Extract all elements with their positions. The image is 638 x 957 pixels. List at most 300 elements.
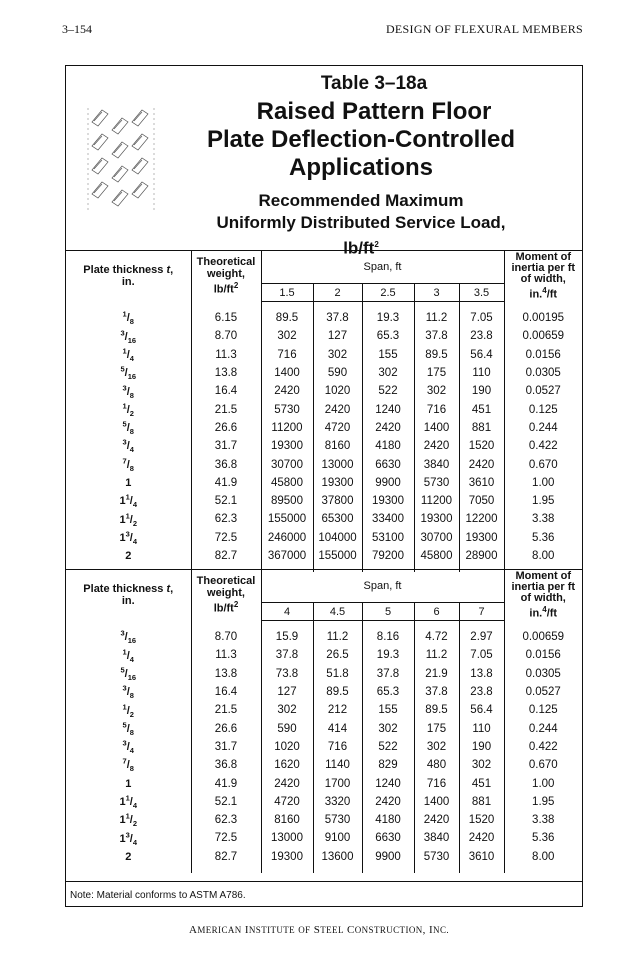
thickness-numerator: 1 bbox=[122, 647, 127, 657]
page-number: 3–154 bbox=[62, 22, 92, 36]
thickness-whole: 1 bbox=[119, 495, 126, 508]
thickness-value: $^5/_{16}$ bbox=[120, 364, 137, 382]
thickness-numerator: 3 bbox=[125, 529, 130, 539]
load-cell: 26.5 bbox=[313, 646, 362, 664]
load-cell: 3320 bbox=[313, 793, 362, 811]
table-row bbox=[66, 756, 582, 774]
table-row bbox=[66, 665, 582, 683]
plate-thickness-cell bbox=[66, 829, 191, 847]
plate-thickness-cell bbox=[66, 382, 191, 400]
thickness-numerator: 1 bbox=[122, 309, 127, 319]
span-column-header: 1.5 bbox=[261, 284, 313, 302]
plate-thickness-cell bbox=[66, 529, 191, 547]
inertia-cell: 1.00 bbox=[532, 777, 555, 790]
thickness-numerator: 1 bbox=[125, 510, 130, 520]
span-column-header: 7 bbox=[459, 603, 504, 621]
thickness-denominator: 2 bbox=[132, 518, 138, 528]
span-column-header: 3 bbox=[414, 284, 459, 302]
load-cell: 480 bbox=[414, 756, 459, 774]
weight-cell: 62.3 bbox=[191, 510, 261, 528]
load-cell: 79200 bbox=[362, 547, 414, 565]
load-table-long-spans bbox=[66, 569, 582, 873]
thickness-denominator: 8 bbox=[129, 463, 134, 473]
plate-thickness-cell bbox=[66, 811, 191, 829]
table-title-line-2: Plate Deflection-Controlled bbox=[206, 126, 516, 153]
load-cell: 2420 bbox=[362, 419, 414, 437]
load-cell: 8.16 bbox=[362, 628, 414, 646]
table-row bbox=[66, 529, 582, 547]
load-cell: 56.4 bbox=[459, 346, 504, 364]
header-span: Span, ft bbox=[261, 570, 504, 603]
table-row bbox=[66, 364, 582, 382]
load-cell: 6630 bbox=[362, 829, 414, 847]
inertia-cell: 0.00659 bbox=[522, 631, 565, 644]
load-cell: 33400 bbox=[362, 510, 414, 528]
weight-cell: 6.15 bbox=[191, 309, 261, 327]
plate-thickness-cell bbox=[66, 547, 191, 565]
load-cell: 37.8 bbox=[414, 683, 459, 701]
load-cell: 30700 bbox=[261, 455, 313, 473]
load-cell: 302 bbox=[261, 327, 313, 345]
plate-thickness-cell bbox=[66, 419, 191, 437]
plate-thickness-cell bbox=[66, 492, 191, 510]
thickness-denominator: 8 bbox=[129, 764, 134, 774]
thickness-numerator: 5 bbox=[122, 720, 127, 730]
load-cell: 8160 bbox=[261, 811, 313, 829]
load-cell: 1400 bbox=[261, 364, 313, 382]
thickness-whole: 1 bbox=[119, 513, 126, 526]
inertia-cell: 1.95 bbox=[532, 495, 555, 508]
load-cell: 6630 bbox=[362, 455, 414, 473]
load-cell: 590 bbox=[261, 719, 313, 737]
subtitle-unit-exponent: 2 bbox=[374, 240, 379, 249]
load-cell: 881 bbox=[459, 419, 504, 437]
thickness-numerator: 3 bbox=[125, 829, 130, 839]
load-cell: 155 bbox=[362, 346, 414, 364]
load-cell: 881 bbox=[459, 793, 504, 811]
load-cell: 89.5 bbox=[313, 683, 362, 701]
load-cell: 3840 bbox=[414, 455, 459, 473]
load-cell: 1020 bbox=[261, 738, 313, 756]
thickness-numerator: 5 bbox=[120, 665, 125, 675]
plate-thickness-cell bbox=[66, 665, 191, 683]
load-cell: 37800 bbox=[313, 492, 362, 510]
load-cell: 13.8 bbox=[459, 665, 504, 683]
thickness-denominator: 8 bbox=[129, 427, 134, 437]
load-cell: 51.8 bbox=[313, 665, 362, 683]
plate-thickness-cell bbox=[66, 309, 191, 327]
load-cell: 7.05 bbox=[459, 646, 504, 664]
span-column-header: 6 bbox=[414, 603, 459, 621]
table-row bbox=[66, 738, 582, 756]
inertia-cell: 0.0305 bbox=[525, 367, 561, 380]
table-number: Table 3–18a bbox=[320, 73, 428, 94]
thickness-denominator: 8 bbox=[129, 317, 134, 327]
load-cell: 3610 bbox=[459, 848, 504, 866]
load-cell: 65.3 bbox=[362, 683, 414, 701]
load-cell: 451 bbox=[459, 400, 504, 418]
load-cell: 302 bbox=[414, 738, 459, 756]
thickness-whole: 2 bbox=[125, 850, 132, 863]
plate-thickness-cell bbox=[66, 756, 191, 774]
load-cell: 829 bbox=[362, 756, 414, 774]
thickness-numerator: 1 bbox=[122, 346, 127, 356]
load-cell: 37.8 bbox=[261, 646, 313, 664]
inertia-cell: 0.125 bbox=[528, 704, 558, 717]
thickness-value: $^3/_8$ bbox=[122, 683, 134, 701]
load-cell: 175 bbox=[414, 364, 459, 382]
inertia-cell: 1.00 bbox=[532, 476, 555, 489]
load-cell: 716 bbox=[261, 346, 313, 364]
inertia-cell: 8.00 bbox=[532, 550, 555, 562]
thickness-value: $1^1/_4$ bbox=[119, 793, 138, 811]
thickness-denominator: 2 bbox=[129, 709, 134, 719]
weight-cell: 31.7 bbox=[191, 738, 261, 756]
load-cell: 2420 bbox=[313, 400, 362, 418]
table-row bbox=[66, 829, 582, 847]
load-cell: 127 bbox=[313, 327, 362, 345]
load-cell: 2420 bbox=[362, 793, 414, 811]
load-cell: 65.3 bbox=[362, 327, 414, 345]
load-cell: 45800 bbox=[414, 547, 459, 565]
thickness-value: $^1/_4$ bbox=[122, 346, 134, 364]
load-cell: 190 bbox=[459, 382, 504, 400]
table-row bbox=[66, 455, 582, 473]
thickness-denominator: 16 bbox=[127, 673, 137, 683]
load-cell: 3610 bbox=[459, 474, 504, 492]
load-cell: 127 bbox=[261, 683, 313, 701]
table-row bbox=[66, 400, 582, 418]
thickness-denominator: 4 bbox=[132, 537, 138, 547]
weight-cell: 8.70 bbox=[191, 628, 261, 646]
load-cell: 590 bbox=[313, 364, 362, 382]
load-cell: 302 bbox=[362, 364, 414, 382]
load-cell: 414 bbox=[313, 719, 362, 737]
load-cell: 2420 bbox=[261, 774, 313, 792]
table-row bbox=[66, 793, 582, 811]
plate-thickness-cell bbox=[66, 437, 191, 455]
load-cell: 302 bbox=[261, 701, 313, 719]
table-subtitle-line-2: Uniformly Distributed Service Load, bbox=[216, 213, 506, 232]
table-row bbox=[66, 419, 582, 437]
thickness-numerator: 3 bbox=[122, 738, 127, 748]
load-cell: 5730 bbox=[313, 811, 362, 829]
load-cell: 3840 bbox=[414, 829, 459, 847]
load-cell: 19300 bbox=[261, 437, 313, 455]
table-row bbox=[66, 811, 582, 829]
load-cell: 522 bbox=[362, 382, 414, 400]
table-row bbox=[66, 382, 582, 400]
load-cell: 8160 bbox=[313, 437, 362, 455]
load-cell: 110 bbox=[459, 719, 504, 737]
inertia-cell: 5.36 bbox=[532, 832, 555, 845]
header-moment-of-inertia: Moment of inertia per ft of width, in.$^4$/ft bbox=[504, 251, 582, 302]
load-cell: 1620 bbox=[261, 756, 313, 774]
weight-cell: 21.5 bbox=[191, 701, 261, 719]
thickness-numerator: 1 bbox=[125, 811, 130, 821]
table-row bbox=[66, 774, 582, 792]
thickness-value: $1^1/_4$ bbox=[119, 492, 138, 510]
load-cell: 246000 bbox=[261, 529, 313, 547]
load-cell: 155000 bbox=[261, 510, 313, 528]
running-head: DESIGN OF FLEXURAL MEMBERS bbox=[385, 22, 583, 36]
load-cell: 11.2 bbox=[414, 646, 459, 664]
weight-cell: 31.7 bbox=[191, 437, 261, 455]
load-cell: 28900 bbox=[459, 547, 504, 565]
load-cell: 23.8 bbox=[459, 327, 504, 345]
header-theoretical-weight: Theoretical weight, $lb/ft^2$ bbox=[191, 251, 261, 302]
thickness-numerator: 3 bbox=[120, 328, 125, 338]
thickness-value: $^3/_4$ bbox=[122, 738, 134, 756]
load-cell: 89500 bbox=[261, 492, 313, 510]
weight-cell: 21.5 bbox=[191, 400, 261, 418]
inertia-cell: 0.670 bbox=[528, 458, 558, 471]
header-plate-thickness: Plate thickness t, in. bbox=[66, 570, 191, 621]
plate-thickness-cell bbox=[66, 327, 191, 345]
thickness-denominator: 4 bbox=[129, 354, 134, 364]
inertia-cell: 5.36 bbox=[532, 531, 555, 544]
load-cell: 522 bbox=[362, 738, 414, 756]
load-cell: 19.3 bbox=[362, 309, 414, 327]
inertia-cell: 0.0156 bbox=[525, 348, 561, 361]
load-cell: 13000 bbox=[313, 455, 362, 473]
load-cell: 89.5 bbox=[261, 309, 313, 327]
load-cell: 110 bbox=[459, 364, 504, 382]
load-cell: 302 bbox=[459, 756, 504, 774]
plate-thickness-cell bbox=[66, 793, 191, 811]
thickness-value: $^5/_8$ bbox=[122, 419, 134, 437]
load-cell: 104000 bbox=[313, 529, 362, 547]
plate-thickness-cell bbox=[66, 683, 191, 701]
thickness-value: $^5/_8$ bbox=[122, 720, 134, 738]
thickness-numerator: 1 bbox=[125, 492, 130, 502]
inertia-cell: 3.38 bbox=[532, 513, 555, 526]
weight-cell: 62.3 bbox=[191, 811, 261, 829]
weight-cell: 11.3 bbox=[191, 346, 261, 364]
load-cell: 19300 bbox=[313, 474, 362, 492]
weight-cell: 41.9 bbox=[191, 474, 261, 492]
load-cell: 65300 bbox=[313, 510, 362, 528]
span-column-header: 3.5 bbox=[459, 284, 504, 302]
load-cell: 73.8 bbox=[261, 665, 313, 683]
thickness-value bbox=[125, 778, 131, 790]
thickness-value: $^1/_2$ bbox=[122, 401, 134, 419]
thickness-denominator: 4 bbox=[129, 445, 134, 455]
load-cell: 19300 bbox=[414, 510, 459, 528]
load-cell: 21.9 bbox=[414, 665, 459, 683]
plate-thickness-cell bbox=[66, 719, 191, 737]
weight-cell: 41.9 bbox=[191, 774, 261, 792]
load-cell: 1520 bbox=[459, 437, 504, 455]
plate-thickness-cell bbox=[66, 628, 191, 646]
load-cell: 9900 bbox=[362, 848, 414, 866]
load-cell: 19300 bbox=[362, 492, 414, 510]
load-cell: 5730 bbox=[414, 848, 459, 866]
inertia-cell: 0.0156 bbox=[525, 649, 561, 662]
table-subtitle-line-1: Recommended Maximum bbox=[258, 191, 464, 210]
weight-cell: 72.5 bbox=[191, 529, 261, 547]
header-theoretical-weight: Theoretical weight, $lb/ft^2$ bbox=[191, 570, 261, 621]
thickness-numerator: 7 bbox=[122, 756, 127, 766]
thickness-denominator: 8 bbox=[129, 691, 134, 701]
load-cell: 89.5 bbox=[414, 701, 459, 719]
inertia-cell: 0.0305 bbox=[525, 667, 561, 680]
load-cell: 53100 bbox=[362, 529, 414, 547]
load-cell: 19.3 bbox=[362, 646, 414, 664]
load-cell: 367000 bbox=[261, 547, 313, 565]
inertia-cell: 0.00659 bbox=[522, 330, 565, 343]
table-row bbox=[66, 701, 582, 719]
span-column-header: 5 bbox=[362, 603, 414, 621]
thickness-value bbox=[125, 550, 131, 562]
thickness-whole: 1 bbox=[119, 796, 126, 809]
inertia-cell: 0.00195 bbox=[522, 312, 565, 325]
weight-cell: 36.8 bbox=[191, 455, 261, 473]
thickness-value: $^1/_2$ bbox=[122, 701, 134, 719]
weight-cell: 13.8 bbox=[191, 364, 261, 382]
load-cell: 30700 bbox=[414, 529, 459, 547]
load-cell: 9100 bbox=[313, 829, 362, 847]
inertia-cell: 0.125 bbox=[528, 403, 558, 416]
thickness-denominator: 2 bbox=[132, 819, 138, 829]
span-column-header: 4 bbox=[261, 603, 313, 621]
thickness-whole: 1 bbox=[125, 476, 132, 489]
load-cell: 37.8 bbox=[313, 309, 362, 327]
load-cell: 212 bbox=[313, 701, 362, 719]
load-cell: 1400 bbox=[414, 793, 459, 811]
load-cell: 1240 bbox=[362, 400, 414, 418]
load-cell: 1240 bbox=[362, 774, 414, 792]
load-cell: 37.8 bbox=[362, 665, 414, 683]
load-cell: 11200 bbox=[261, 419, 313, 437]
inertia-cell: 0.422 bbox=[528, 740, 558, 753]
thickness-value: $^7/_8$ bbox=[122, 456, 134, 473]
thickness-numerator: 1 bbox=[122, 701, 127, 711]
load-cell: 12200 bbox=[459, 510, 504, 528]
thickness-value: $^1/_8$ bbox=[122, 309, 134, 327]
thickness-numerator: 3 bbox=[122, 382, 127, 392]
load-cell: 1020 bbox=[313, 382, 362, 400]
thickness-denominator: 16 bbox=[127, 636, 137, 646]
inertia-cell: 1.95 bbox=[532, 795, 555, 808]
thickness-value: $^5/_{16}$ bbox=[120, 665, 137, 683]
load-cell: 4720 bbox=[261, 793, 313, 811]
thickness-numerator: 5 bbox=[120, 364, 125, 374]
load-cell: 19300 bbox=[261, 848, 313, 866]
weight-cell: 36.8 bbox=[191, 756, 261, 774]
thickness-denominator: 4 bbox=[132, 801, 138, 811]
thickness-value: $^3/_{16}$ bbox=[120, 628, 137, 646]
table-frame bbox=[65, 65, 583, 907]
thickness-value bbox=[125, 851, 131, 863]
plate-thickness-cell bbox=[66, 646, 191, 664]
load-cell: 11.2 bbox=[313, 628, 362, 646]
weight-cell: 82.7 bbox=[191, 547, 261, 565]
weight-cell: 52.1 bbox=[191, 793, 261, 811]
plate-thickness-cell bbox=[66, 400, 191, 418]
weight-cell: 72.5 bbox=[191, 829, 261, 847]
header-plate-thickness: Plate thickness t, in. bbox=[66, 251, 191, 302]
thickness-denominator: 4 bbox=[132, 500, 138, 510]
load-cell: 23.8 bbox=[459, 683, 504, 701]
load-cell: 19300 bbox=[459, 529, 504, 547]
table-row bbox=[66, 327, 582, 345]
table-row bbox=[66, 848, 582, 866]
weight-cell: 16.4 bbox=[191, 683, 261, 701]
load-cell: 2420 bbox=[261, 382, 313, 400]
load-cell: 716 bbox=[414, 400, 459, 418]
load-cell: 302 bbox=[414, 382, 459, 400]
thickness-denominator: 16 bbox=[127, 335, 137, 345]
load-cell: 45800 bbox=[261, 474, 313, 492]
table-row bbox=[66, 547, 582, 565]
load-cell: 1140 bbox=[313, 756, 362, 774]
load-cell: 11.2 bbox=[414, 309, 459, 327]
thickness-whole: 2 bbox=[125, 550, 132, 562]
load-cell: 2420 bbox=[414, 437, 459, 455]
plate-thickness-cell bbox=[66, 364, 191, 382]
thickness-value: $1^3/_4$ bbox=[119, 529, 138, 547]
thickness-numerator: 5 bbox=[122, 419, 127, 429]
plate-thickness-cell bbox=[66, 346, 191, 364]
thickness-denominator: 16 bbox=[127, 372, 137, 382]
thickness-value: $1^1/_2$ bbox=[119, 811, 138, 829]
load-cell: 56.4 bbox=[459, 701, 504, 719]
plate-thickness-cell bbox=[66, 738, 191, 756]
load-cell: 175 bbox=[414, 719, 459, 737]
plate-thickness-cell bbox=[66, 848, 191, 866]
thickness-value: $^3/_8$ bbox=[122, 382, 134, 400]
thickness-whole: 1 bbox=[119, 832, 126, 845]
table-row bbox=[66, 510, 582, 528]
weight-cell: 16.4 bbox=[191, 382, 261, 400]
load-cell: 2420 bbox=[414, 811, 459, 829]
plate-thickness-cell bbox=[66, 701, 191, 719]
span-column-header: 4.5 bbox=[313, 603, 362, 621]
load-cell: 302 bbox=[313, 346, 362, 364]
thickness-value bbox=[125, 477, 131, 489]
weight-cell: 82.7 bbox=[191, 848, 261, 866]
thickness-denominator: 8 bbox=[129, 728, 134, 738]
inertia-cell: 3.38 bbox=[532, 814, 555, 827]
load-cell: 5730 bbox=[261, 400, 313, 418]
load-cell: 302 bbox=[362, 719, 414, 737]
thickness-whole: 1 bbox=[125, 777, 132, 790]
load-cell: 716 bbox=[313, 738, 362, 756]
inertia-cell: 0.0527 bbox=[525, 385, 561, 398]
inertia-cell: 0.244 bbox=[528, 421, 558, 434]
load-cell: 716 bbox=[414, 774, 459, 792]
thickness-value: $^3/_4$ bbox=[122, 437, 134, 455]
thickness-denominator: 8 bbox=[129, 390, 134, 400]
table-row bbox=[66, 492, 582, 510]
plate-thickness-cell bbox=[66, 510, 191, 528]
table-note: Note: Material conforms to ASTM A786. bbox=[66, 881, 582, 907]
subtitle-unit: lb/ft bbox=[343, 238, 375, 258]
plate-thickness-cell bbox=[66, 474, 191, 492]
load-cell: 1520 bbox=[459, 811, 504, 829]
load-cell: 5730 bbox=[414, 474, 459, 492]
load-cell: 13000 bbox=[261, 829, 313, 847]
load-cell: 2.97 bbox=[459, 628, 504, 646]
load-cell: 2420 bbox=[459, 455, 504, 473]
weight-cell: 11.3 bbox=[191, 646, 261, 664]
load-cell: 11200 bbox=[414, 492, 459, 510]
table-row bbox=[66, 683, 582, 701]
inertia-cell: 0.244 bbox=[528, 722, 558, 735]
load-cell: 37.8 bbox=[414, 327, 459, 345]
span-column-header: 2.5 bbox=[362, 284, 414, 302]
